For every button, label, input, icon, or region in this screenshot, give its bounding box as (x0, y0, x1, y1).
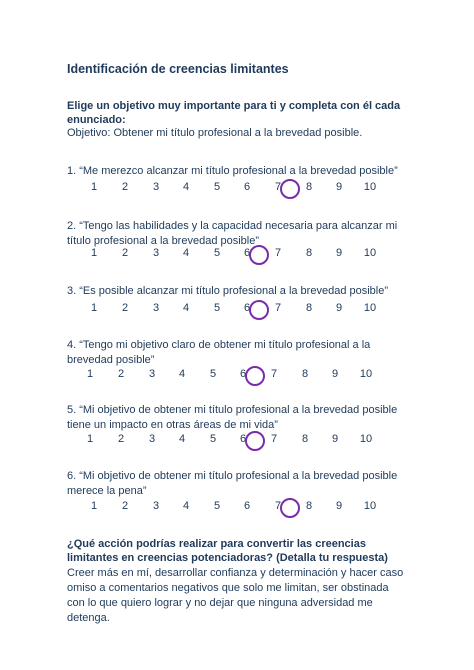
scale-number-5[interactable]: 5 (213, 302, 221, 314)
scale-number-2[interactable]: 2 (117, 368, 125, 380)
scale-number-1[interactable]: 1 (90, 500, 98, 512)
scale-number-4[interactable]: 4 (182, 247, 190, 259)
rating-scale-3[interactable] (0, 302, 474, 318)
scale-number-10[interactable]: 10 (363, 181, 377, 193)
statement-3: 3. “Es posible alcanzar mi título profesional a la brevedad posible” (67, 285, 389, 297)
scale-number-4[interactable]: 4 (182, 500, 190, 512)
scale-number-2[interactable]: 2 (121, 302, 129, 314)
scale-number-1[interactable]: 1 (86, 433, 94, 445)
scale-number-4[interactable]: 4 (182, 181, 190, 193)
scale-number-10[interactable]: 10 (359, 368, 373, 380)
statement-1: 1. “Me merezco alcanzar mi título profesional a la brevedad posible” (67, 165, 398, 177)
scale-number-10[interactable]: 10 (363, 302, 377, 314)
scale-number-7[interactable]: 7 (270, 368, 278, 380)
scale-number-3[interactable]: 3 (152, 500, 160, 512)
scale-number-1[interactable]: 1 (90, 302, 98, 314)
scale-number-9[interactable]: 9 (335, 302, 343, 314)
scale-number-5[interactable]: 5 (213, 247, 221, 259)
scale-number-2[interactable]: 2 (121, 500, 129, 512)
scale-number-9[interactable]: 9 (331, 368, 339, 380)
scale-number-10[interactable]: 10 (359, 433, 373, 445)
rating-scale-4[interactable] (0, 368, 474, 384)
selection-circle (245, 366, 265, 386)
scale-number-1[interactable]: 1 (86, 368, 94, 380)
scale-number-5[interactable]: 5 (209, 433, 217, 445)
selection-circle (245, 431, 265, 451)
scale-number-2[interactable]: 2 (121, 181, 129, 193)
scale-number-6[interactable]: 6 (243, 302, 251, 314)
scale-number-5[interactable]: 5 (213, 181, 221, 193)
action-question: ¿Qué acción podrías realizar para convertir las creencias limitantes en creencias potenciadoras? (Detalla tu respuesta) (67, 538, 388, 564)
statement-5: 5. “Mi objetivo de obtener mi título profesional a la brevedad posible tiene un impacto en otras áreas de mi vida” (67, 404, 398, 431)
scale-number-8[interactable]: 8 (305, 500, 313, 512)
scale-number-5[interactable]: 5 (213, 500, 221, 512)
selection-circle (280, 498, 300, 518)
statement-4: 4. “Tengo mi objetivo claro de obtener mi título profesional a la brevedad posible” (67, 339, 371, 366)
scale-number-3[interactable]: 3 (148, 368, 156, 380)
rating-scale-2[interactable] (0, 247, 474, 263)
scale-number-3[interactable]: 3 (152, 302, 160, 314)
scale-number-10[interactable]: 10 (363, 500, 377, 512)
scale-number-7[interactable]: 7 (274, 247, 282, 259)
scale-number-9[interactable]: 9 (331, 433, 339, 445)
scale-number-7[interactable]: 7 (274, 500, 282, 512)
scale-number-6[interactable]: 6 (243, 181, 251, 193)
scale-number-1[interactable]: 1 (90, 247, 98, 259)
scale-number-3[interactable]: 3 (152, 247, 160, 259)
scale-number-6[interactable]: 6 (243, 247, 251, 259)
scale-number-6[interactable]: 6 (243, 500, 251, 512)
scale-number-3[interactable]: 3 (148, 433, 156, 445)
scale-number-10[interactable]: 10 (363, 247, 377, 259)
scale-number-9[interactable]: 9 (335, 500, 343, 512)
selection-circle (280, 179, 300, 199)
scale-number-8[interactable]: 8 (305, 181, 313, 193)
scale-number-8[interactable]: 8 (301, 433, 309, 445)
scale-number-8[interactable]: 8 (305, 247, 313, 259)
statement-6: 6. “Mi objetivo de obtener mi título profesional a la brevedad posible merece la pena” (67, 470, 398, 497)
rating-scale-5[interactable] (0, 433, 474, 449)
page-title: Identificación de creencias limitantes (67, 62, 289, 76)
objective-text: Objetivo: Obtener mi título profesional a la brevedad posible. (67, 127, 363, 139)
instruction-text: Elige un objetivo muy importante para ti y completa con él cada enunciado: (67, 100, 401, 126)
scale-number-8[interactable]: 8 (305, 302, 313, 314)
scale-number-9[interactable]: 9 (335, 247, 343, 259)
scale-number-2[interactable]: 2 (121, 247, 129, 259)
selection-circle (249, 300, 269, 320)
scale-number-7[interactable]: 7 (274, 302, 282, 314)
scale-number-2[interactable]: 2 (117, 433, 125, 445)
scale-number-8[interactable]: 8 (301, 368, 309, 380)
scale-number-7[interactable]: 7 (270, 433, 278, 445)
scale-number-4[interactable]: 4 (178, 433, 186, 445)
statement-2: 2. “Tengo las habilidades y la capacidad necesaria para alcanzar mi título profesional a la brevedad posible” (67, 220, 398, 247)
scale-number-6[interactable]: 6 (239, 368, 247, 380)
selection-circle (249, 245, 269, 265)
scale-number-4[interactable]: 4 (182, 302, 190, 314)
scale-number-1[interactable]: 1 (90, 181, 98, 193)
scale-number-9[interactable]: 9 (335, 181, 343, 193)
rating-scale-6[interactable] (0, 500, 474, 516)
scale-number-7[interactable]: 7 (274, 181, 282, 193)
rating-scale-1[interactable] (0, 181, 474, 197)
scale-number-5[interactable]: 5 (209, 368, 217, 380)
scale-number-3[interactable]: 3 (152, 181, 160, 193)
scale-number-6[interactable]: 6 (239, 433, 247, 445)
action-answer: Creer más en mí, desarrollar confianza y determinación y hacer caso omiso a comentarios negativos que solo me limitan, ser obstinada con lo que quiero lograr y no dejar que ninguna adversidad me detenga. (67, 567, 404, 624)
scale-number-4[interactable]: 4 (178, 368, 186, 380)
